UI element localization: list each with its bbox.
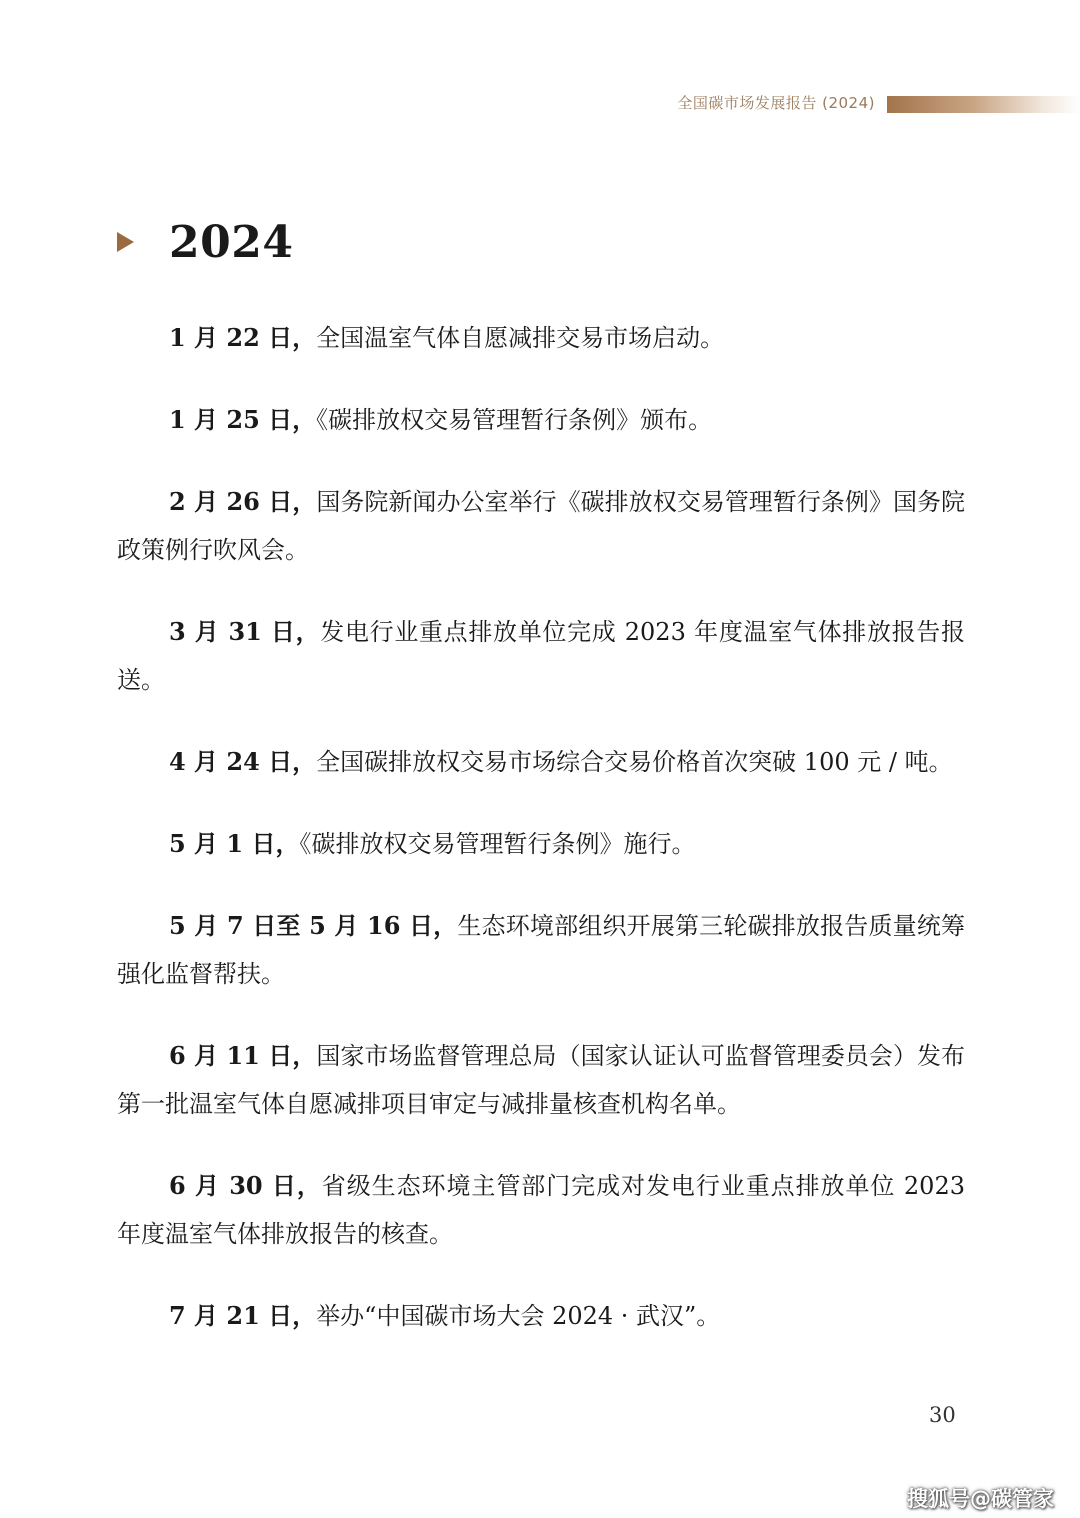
timeline-entry — [117, 478, 965, 574]
entry-text: 国家市场监督管理总局（国家认证认可监督管理委员会）发布第一批温室气体自愿减排项目审定与减排量核查机构名单。 — [117, 1042, 965, 1118]
timeline-entry — [117, 396, 965, 444]
section-heading — [117, 212, 293, 272]
entry-text: 省级生态环境主管部门完成对发电行业重点排放单位 2023 年度温室气体排放报告的核查。 — [117, 1172, 965, 1248]
timeline-entry — [117, 1032, 965, 1128]
header-decorative-bar — [887, 96, 1080, 113]
entry-text: 《碳排放权交易管理暂行条例》颁布。 — [316, 406, 713, 434]
timeline-entry — [117, 314, 965, 362]
entry-date: 7 月 21 日， — [169, 1301, 317, 1330]
entry-date: 5 月 1 日， — [169, 829, 300, 858]
timeline-entries — [117, 314, 965, 1374]
triangle-right-icon — [117, 232, 134, 252]
entry-text: 全国温室气体自愿减排交易市场启动。 — [316, 324, 725, 352]
timeline-entry — [117, 1162, 965, 1258]
source-watermark: 搜狐号@碳管家 — [907, 1487, 1054, 1511]
entry-text: 发电行业重点排放单位完成 2023 年度温室气体排放报告报送。 — [117, 618, 965, 694]
entry-date: 3 月 31 日， — [169, 617, 321, 646]
timeline-entry — [117, 820, 965, 868]
entry-text: 举办“中国碳市场大会 2024 · 武汉”。 — [316, 1302, 721, 1330]
timeline-entry — [117, 738, 965, 786]
entry-date: 1 月 25 日， — [169, 405, 317, 434]
timeline-entry — [117, 608, 965, 704]
entry-date: 2 月 26 日， — [169, 487, 317, 516]
report-header-title: 全国碳市场发展报告 (2024) — [677, 94, 875, 112]
entry-text: 生态环境部组织开展第三轮碳排放报告质量统筹强化监督帮扶。 — [117, 912, 966, 988]
entry-date: 4 月 24 日， — [169, 747, 317, 776]
entry-date: 5 月 7 日至 5 月 16 日， — [169, 911, 458, 940]
entry-date: 6 月 11 日， — [169, 1041, 317, 1070]
timeline-entry — [117, 902, 965, 998]
entry-text: 全国碳排放权交易市场综合交易价格首次突破 100 元 / 吨。 — [316, 748, 953, 776]
entry-date: 1 月 22 日， — [169, 323, 317, 352]
entry-text: 国务院新闻办公室举行《碳排放权交易管理暂行条例》国务院政策例行吹风会。 — [117, 488, 965, 564]
section-year-title: 2024 — [169, 216, 294, 268]
timeline-entry — [117, 1292, 965, 1340]
entry-date: 6 月 30 日， — [169, 1171, 322, 1200]
page-number: 30 — [929, 1403, 956, 1427]
entry-text: 《碳排放权交易管理暂行条例》施行。 — [299, 830, 696, 858]
